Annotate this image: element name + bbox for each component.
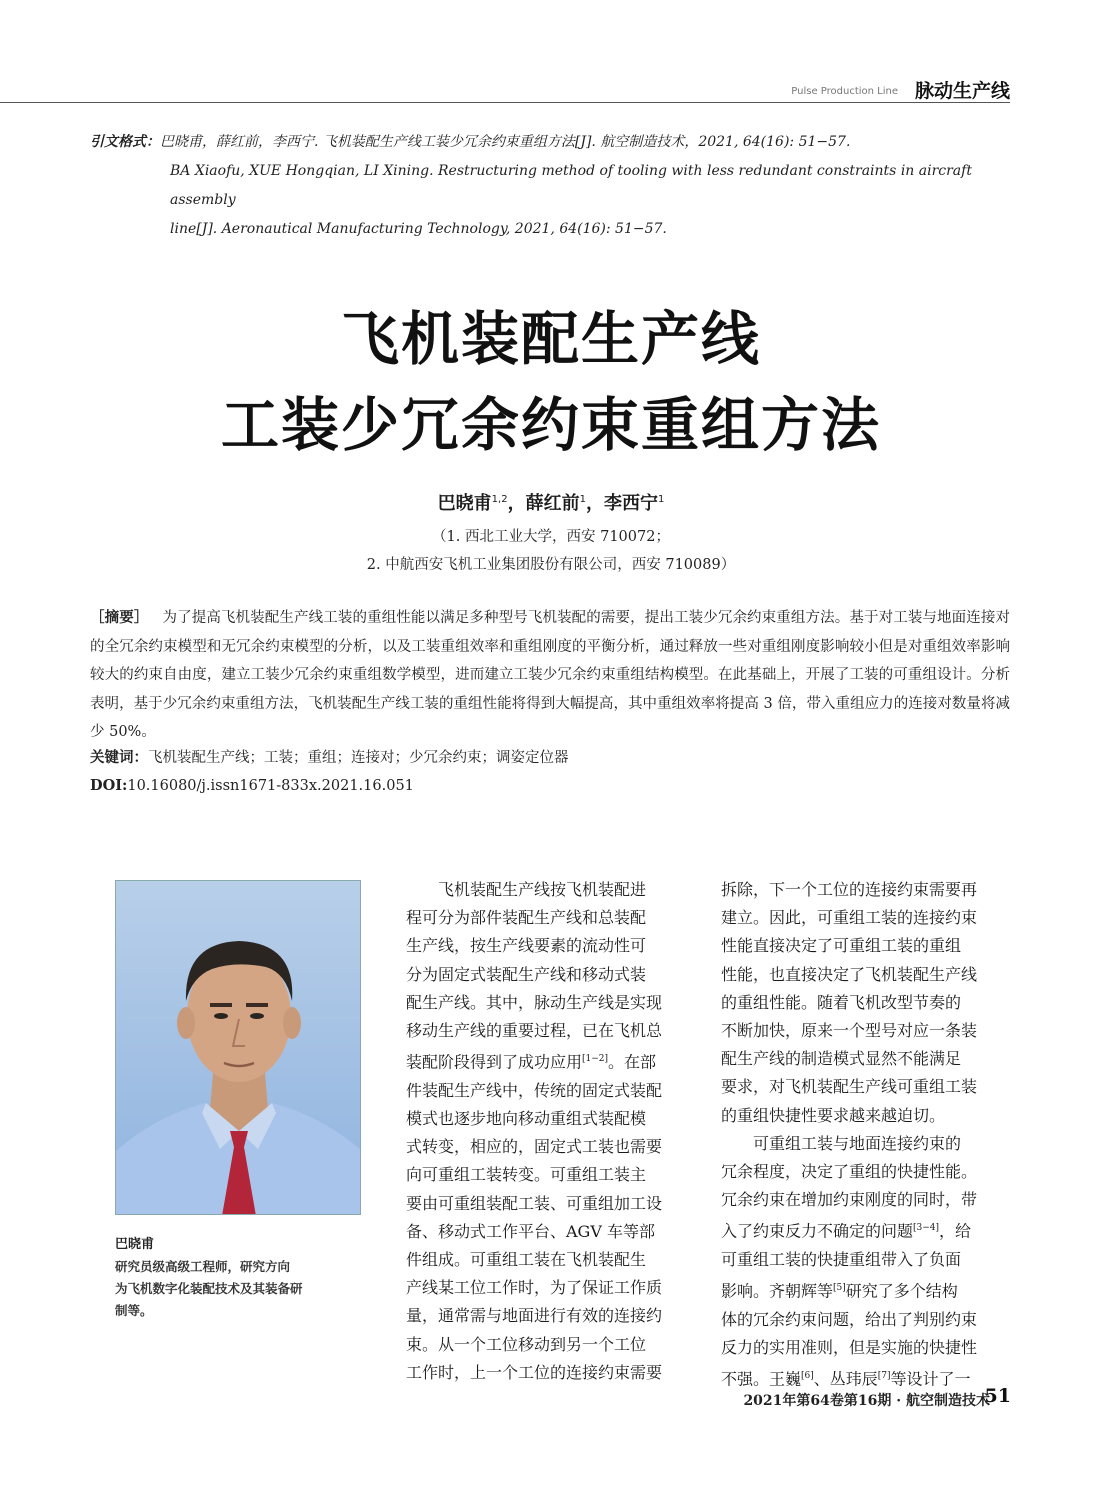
paper-title [0, 296, 1102, 468]
body-text: ，给 [939, 1221, 972, 1241]
body-line: 移动生产线的重要过程，已在飞机总 [406, 1021, 663, 1041]
body-line: 产线某工位工作时，为了保证工作质 [406, 1278, 663, 1298]
body-line: 可重组工装的快捷重组带入了负面 [721, 1249, 962, 1269]
citation-en-line2: line[J]. Aeronautical Manufacturing Technology, 2021, 64(16): 51−57. [170, 221, 667, 237]
citation-ref: [6] [801, 1371, 814, 1382]
body-line: 备、移动式工作平台、AGV 车等部 [406, 1221, 655, 1241]
author-2: ，薛红前 [507, 493, 580, 514]
body-line: 的重组快捷性要求越来越迫切。 [721, 1105, 946, 1125]
bio-text [115, 1256, 363, 1322]
author-list [0, 489, 1102, 515]
citation-ref: [1−2] [582, 1054, 609, 1065]
body-line [721, 1274, 1011, 1306]
doi-text: 10.16080/j.issn1671-833x.2021.16.051 [127, 778, 414, 794]
bio-name: 巴晓甫 [115, 1237, 155, 1252]
body-line [406, 1045, 696, 1077]
citation-ref: [7] [877, 1371, 891, 1382]
body-line: 向可重组工装转变。可重组工装主 [406, 1165, 647, 1185]
bio-line: 为飞机数字化装配技术及其装备研 [115, 1281, 303, 1296]
body-line: 程可分为部件装配生产线和总装配 [406, 908, 647, 928]
citation-ref: [5] [833, 1283, 846, 1294]
title-line2: 工装少冗余约束重组方法 [220, 391, 881, 459]
keywords [90, 744, 1010, 772]
author-portrait-image [116, 881, 361, 1215]
body-line: 模式也逐步地向移动重组式装配模 [406, 1108, 647, 1128]
body-text: 等设计了一 [890, 1369, 971, 1389]
running-header-en: Pulse Production Line [791, 86, 898, 97]
body-text: 影响。齐朝辉等 [721, 1281, 834, 1301]
body-line: 工作时，上一个工位的连接约束需要 [406, 1362, 663, 1382]
body-line: 建立。因此，可重组工装的连接约束 [721, 908, 978, 928]
bio-line: 制等。 [115, 1303, 153, 1318]
affiliations [0, 523, 1102, 579]
body-line: 性能，也直接决定了飞机装配生产线 [721, 964, 978, 984]
body-line: 分为固定式装配生产线和移动式装 [406, 964, 647, 984]
body-text: 、丛玮辰 [813, 1369, 878, 1389]
body-line: 的重组性能。随着飞机改型节奏的 [721, 992, 962, 1012]
affiliation-1: （1. 西北工业大学，西安 710072； [432, 529, 670, 545]
citation-en-line1: BA Xiaofu, XUE Hongqian, LI Xining. Restructuring method of tooling with less redundant constraints in aircraft assembly [170, 163, 972, 208]
body-line: 束。从一个工位移动到另一个工位 [406, 1334, 647, 1354]
author-1-affil: 1,2 [491, 494, 508, 505]
body-line: 拆除，下一个工位的连接约束需要再 [721, 880, 978, 899]
body-text: 。在部 [608, 1052, 657, 1072]
author-2-affil: 1 [579, 494, 586, 505]
body-line [721, 1214, 1011, 1246]
body-line: 式转变，相应的，固定式工装也需要 [406, 1137, 663, 1157]
body-line: 不断加快，原来一个型号对应一条装 [721, 1021, 978, 1041]
abstract-label: ［摘要］ [90, 610, 149, 626]
body-line: 配生产线。其中，脉动生产线是实现 [406, 992, 663, 1012]
body-line: 生产线，按生产线要素的流动性可 [406, 936, 647, 956]
running-header-section: 脉动生产线 [914, 80, 1010, 102]
author-photo [115, 880, 361, 1215]
body-text: 研究了多个结构 [845, 1281, 958, 1301]
citation-ref: [3−4] [913, 1223, 940, 1234]
doi-label: DOI: [90, 777, 128, 794]
body-line: 性能直接决定了可重组工装的重组 [721, 936, 962, 956]
body-column-2 [721, 876, 1011, 1394]
citation-label: 引文格式： [90, 134, 160, 150]
body-text: 不强。王巍 [721, 1369, 802, 1389]
doi [90, 772, 1010, 800]
title-line1: 飞机装配生产线 [340, 305, 761, 373]
body-line: 可重组工装与地面连接约束的 [721, 1133, 962, 1153]
body-line: 反力的实用准则，但是实施的快捷性 [721, 1337, 978, 1357]
header-rule [0, 102, 1010, 103]
body-line: 件装配生产线中，传统的固定式装配 [406, 1080, 663, 1100]
body-line: 飞机装配生产线按飞机装配进 [406, 880, 647, 899]
citation-cn: 巴晓甫，薛红前，李西宁. 飞机装配生产线工装少冗余约束重组方法[J]. 航空制造技术，2021, 64(16): 51−57. [160, 134, 851, 150]
body-line: 要求，对飞机装配生产线可重组工装 [721, 1077, 978, 1097]
body-line: 量，通常需与地面进行有效的连接约 [406, 1306, 663, 1326]
body-line: 体的冗余约束问题，给出了判别约束 [721, 1309, 978, 1329]
body-column-1 [406, 876, 696, 1387]
author-3: ，李西宁 [585, 493, 658, 514]
body-line: 要由可重组装配工装、可重组加工设 [406, 1193, 663, 1213]
body-line: 冗余程度，决定了重组的快捷性能。 [721, 1162, 978, 1182]
abstract [90, 604, 1010, 747]
author-1: 巴晓甫 [437, 493, 492, 514]
body-line: 件组成。可重组工装在飞机装配生 [406, 1249, 647, 1269]
keywords-text: 飞机装配生产线；工装；重组；连接对；少冗余约束；调姿定位器 [148, 750, 569, 766]
running-footer: 2021年第64卷第16期 · 航空制造技术 [743, 1393, 990, 1409]
abstract-text: 为了提高飞机装配生产线工装的重组性能以满足多种型号飞机装配的需要，提出工装少冗余约束重组方法。基于对工装与地面连接对的全冗余约束模型和无冗余约束模型的分析，以及工装重组效率和重组刚度的平衡分析，通过释放一些对重组刚度影响较小但是对重组效率影响较大的约束自由度，建立工装少冗余约束重组数学模型，进而建立工装少冗余约束重组结构模型。在此基础上，开展了工装的可重组设计。分析表明，基于少冗余约束重组方法，飞机装配生产线工装的重组性能将得到大幅提高，其中重组效率将提高 3 倍，带入重组应力的连接对数量将减少 50%。 [90, 610, 1011, 740]
body-line: 配生产线的制造模式显然不能满足 [721, 1049, 962, 1069]
page-number: 51 [984, 1385, 1011, 1407]
citation-block [90, 128, 1010, 244]
body-text: 装配阶段得到了成功应用 [406, 1052, 583, 1072]
keywords-label: 关键词： [90, 750, 148, 766]
body-line: 冗余约束在增加约束刚度的同时，带 [721, 1190, 978, 1210]
bio-line: 研究员级高级工程师，研究方向 [115, 1259, 291, 1274]
body-line [721, 1362, 1011, 1394]
affiliation-2: 2. 中航西安飞机工业集团股份有限公司，西安 710089） [366, 557, 736, 573]
author-3-affil: 1 [657, 494, 665, 505]
body-text: 入了约束反力不确定的问题 [721, 1221, 914, 1241]
